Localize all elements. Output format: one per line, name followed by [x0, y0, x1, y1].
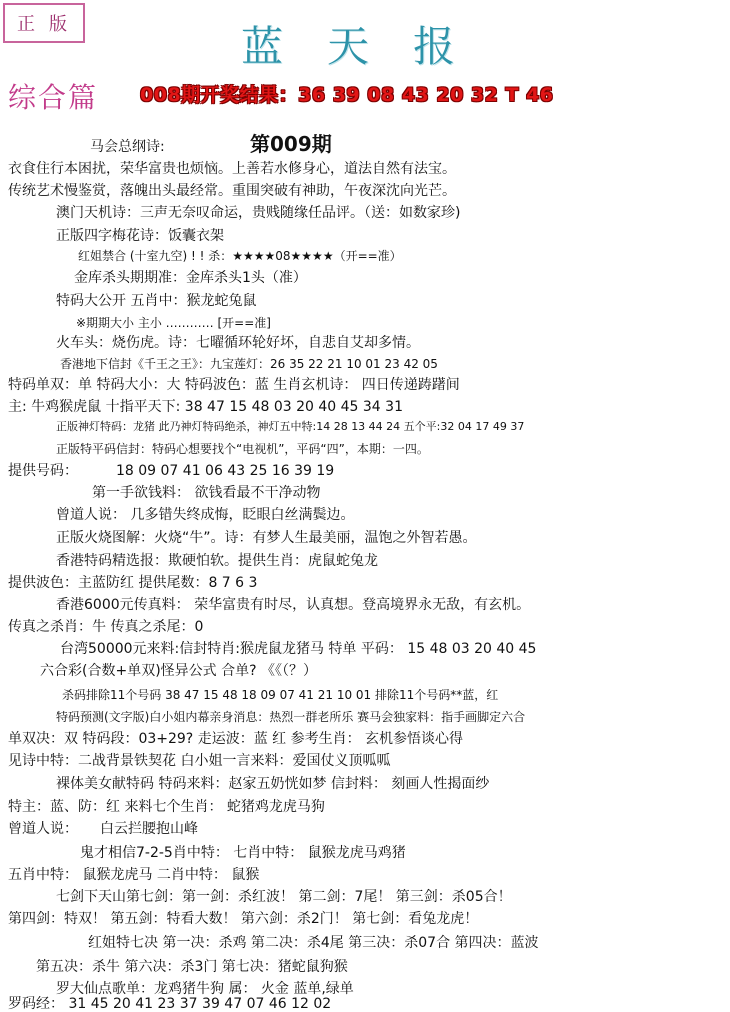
line-17: 18 09 07 41 06 43 25 16 39 19: [116, 463, 335, 479]
line-26: 六合彩(合数+单双)怪异公式 合单? 《《（？）: [40, 663, 317, 679]
line-15: 正版特平码信封：特码心想要找个“电视机”，平码“四”，本期：一四。: [56, 442, 429, 456]
line-23: 香港6000元传真料： 荣华富贵有时尽，认真想。登高境界永无敌，有玄机。: [56, 597, 531, 613]
issue-number: 第009期: [250, 132, 332, 156]
section-label: 综合篇: [8, 81, 99, 114]
line-06: 红姐禁合 (十室九空) ! ! 杀：★★★★08★★★★（开==准）: [78, 249, 402, 263]
draw-result-banner: 008期开奖结果：36 39 08 43 20 32 T 46: [140, 84, 554, 106]
line-05: 正版四字梅花诗：饭囊衣架: [56, 228, 224, 244]
line-29: 单双决：双 特码段：03+29? 走运波：蓝 红 参考生肖： 玄机参悟谈心得: [8, 731, 464, 747]
line-13: 主: 牛鸡猴虎鼠 十指平天下: 38 47 15 48 03 20 40 45 34 31: [8, 399, 403, 415]
line-20: 正版火烧图解：火烧“牛”。诗：有梦人生最美丽，温饱之外智若愚。: [56, 530, 477, 546]
line-10: 火车头：烧伤虎。诗：七曜循环轮好坏，自悲自艾却多情。: [56, 335, 420, 351]
line-27: 杀码排除11个号码 38 47 15 48 18 09 07 41 21 10 01 排除11个号码**蓝，红: [62, 688, 499, 702]
line-31: 裸体美女献特码 特码来料：赵家五奶恍如梦 信封料： 刻画人性揭面纱: [56, 776, 490, 792]
line-33: 曾道人说：: [8, 821, 78, 837]
line-38: 第四剑：特双！ 第五剑：特看大数！ 第六剑：杀2门！ 第七剑：看兔龙虎！: [8, 911, 479, 927]
line-19: 曾道人说： 几多错失终成悔，眨眼白丝满鬓边。: [56, 507, 355, 523]
line-42: 罗码经： 31 45 20 41 23 37 39 47 07 46 12 02: [8, 996, 332, 1012]
line-25: 台湾50000元来料:信封特肖:猴虎鼠龙猪马 特单 平码： 15 48 03 20 40 45: [60, 641, 537, 657]
line-30: 见诗中特：二战背景铁契花 白小姐一言来料：爱国仗义顶呱呱: [8, 753, 391, 769]
line-36: 五肖中特： 鼠猴龙虎马 二肖中特： 鼠猴: [8, 867, 260, 883]
line-28: 特码预测(文字版)白小姐内幕亲身消息：热烈一群老所乐 赛马会独家料：指手画脚定六合: [56, 710, 526, 724]
line-21: 香港特码精选报：欺硬怕软。提供生肖：虎鼠蛇兔龙: [56, 553, 378, 569]
line-40: 第五决：杀牛 第六决：杀3门 第七决：猪蛇鼠狗猴: [36, 959, 348, 975]
line-35: 鬼才相信7-2-5肖中特： 七肖中特： 鼠猴龙虎马鸡猪: [80, 845, 406, 861]
authentic-stamp: 正版: [3, 3, 85, 43]
line-32: 特主：蓝、防：红 来料七个生肖： 蛇猪鸡龙虎马狗: [8, 799, 325, 815]
line-22: 提供波色：主蓝防红 提供尾数：8 7 6 3: [8, 575, 258, 591]
line-04: 澳门天机诗：三声无奈叹命运，贵贱随缘任品评。（送：如数家珍): [56, 205, 461, 221]
line-09: ※期期大小 主小 ………… [开==准]: [76, 316, 271, 330]
line-34: 白云拦腰抱山峰: [100, 821, 198, 837]
line-24: 传真之杀肖：牛 传真之杀尾：0: [8, 619, 204, 635]
line-01: 马会总纲诗:: [90, 139, 165, 155]
line-07: 金库杀头期期准：金库杀头1头（准）: [74, 270, 307, 286]
line-16: 提供号码：: [8, 463, 78, 479]
line-18: 第一手欲钱料： 欲钱看最不干净动物: [92, 485, 321, 501]
line-03: 传统艺术慢鉴赏，落魄出头最经常。重围突破有神助，午夜深沈向光芒。: [8, 183, 456, 199]
line-08: 特码大公开 五肖中：猴龙蛇兔鼠: [56, 293, 257, 309]
line-41: 罗大仙点歌单：龙鸡猪牛狗 属： 火金 蓝单,绿单: [56, 981, 354, 997]
line-11: 香港地下信封《千王之王》：九宝莲灯：26 35 22 21 10 01 23 42 05: [60, 357, 438, 371]
line-39: 红姐特七决 第一决：杀鸡 第二决：杀4尾 第三决：杀07合 第四决：蓝波: [88, 935, 539, 951]
line-02: 衣食住行本困扰，荣华富贵也烦恼。上善若水修身心，道法自然有法宝。: [8, 161, 456, 177]
line-12: 特码单双：单 特码大小：大 特码波色：蓝 生肖玄机诗： 四日传递踌躇间: [8, 377, 460, 393]
newspaper-title: 蓝天报: [240, 22, 499, 71]
line-37: 七剑下天山第七剑：第一剑：杀红波！ 第二剑：7尾！ 第三剑：杀05合！: [56, 889, 512, 905]
line-14: 正版神灯特码：龙猪 此乃神灯特码绝杀，神灯五中特:14 28 13 44 24 五个平:32 04 17 49 37: [56, 420, 525, 433]
